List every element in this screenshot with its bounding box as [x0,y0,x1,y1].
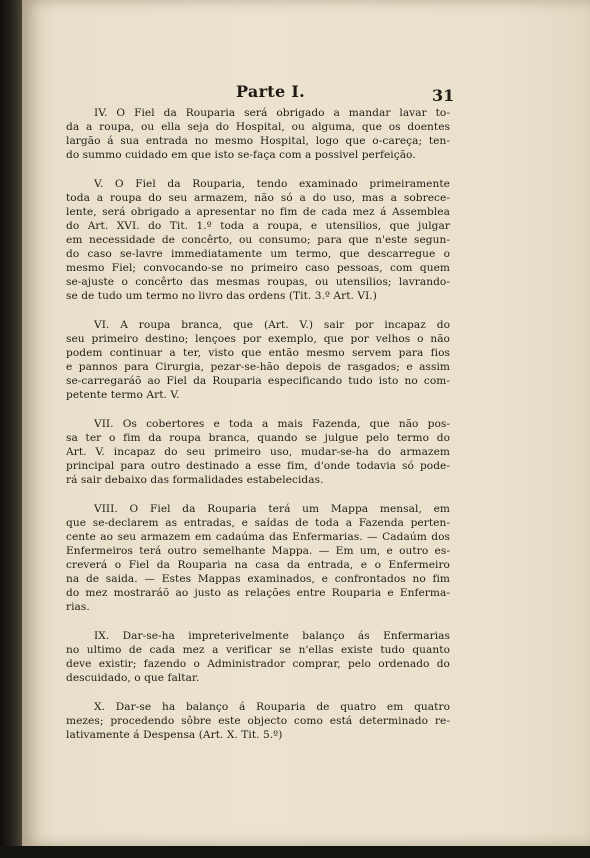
page-sheet [22,0,590,846]
text-line: da a roupa, ou ella seja do Hospital, ou alguma, que os doentes [66,121,450,133]
page-bottom-edge [0,846,590,858]
text-line: do summo cuidado em que isto se-faça com a possivel perfeição. [66,149,416,161]
text-line: X. Dar-se ha balanço á Rouparia de quatro em quatro [94,701,450,713]
text-line: VIII. O Fiel da Rouparia terá um Mappa mensal, em [94,503,450,515]
text-line: VI. A roupa branca, que (Art. V.) sair por incapaz do [94,319,450,331]
text-line: se-carregaráõ ao Fiel da Rouparia especificando tudo isto no com- [66,375,450,387]
paragraph [66,417,450,487]
text-line: petente termo Art. V. [66,389,180,401]
page-number: 31 [432,86,455,105]
running-head: Parte I. [236,82,305,101]
text-line: cente ao seu armazem em cadaúma das Enfermarias. — Cadaúm dos [66,531,450,543]
text-line: rá sair debaixo das formalidades estabelecidas. [66,474,324,486]
text-line: creverá o Fiel da Rouparia na casa da entrada, e o Enfermeiro [66,559,450,571]
text-line: V. O Fiel da Rouparia, tendo examinado primeiramente [94,178,450,190]
text-line: lente, será obrigado a apresentar no fim de cada mez á Assemblea [66,206,450,218]
text-line: largão á sua entrada no mesmo Hospital, logo que o-careça; ten- [66,135,450,147]
text-line: IX. Dar-se-ha impreterivelmente balanço ás Enfermarias [94,630,450,642]
text-line: rias. [66,601,90,613]
text-line: descuidado, o que faltar. [66,672,200,684]
text-line: no ultimo de cada mez a verificar se n'ellas existe tudo quanto [66,644,450,656]
text-line: sa ter o fim da roupa branca, quando se julgue pelo termo do [66,432,450,444]
paragraph [66,629,450,685]
paragraph [66,177,450,303]
text-line: IV. O Fiel da Rouparia será obrigado a mandar lavar to- [94,107,450,119]
text-line: seu primeiro destino; lençoes por exemplo, que por velhos o não [66,333,450,345]
text-line: se de tudo um termo no livro das ordens (Tit. 3.º Art. VI.) [66,290,377,302]
text-line: Art. V. incapaz do seu primeiro uso, mudar-se-ha do armazem [66,446,450,458]
text-line: principal para outro destinado a esse fim, d'onde todavia só pode- [66,460,450,472]
text-line: toda a roupa do seu armazem, não só a do uso, mas a sobrece- [66,192,450,204]
text-line: na de saida. — Estes Mappas examinados, e confrontados no fim [66,573,450,585]
text-line: mezes; procedendo sôbre este objecto como está determinado re- [66,715,450,727]
text-line: que se-declarem as entradas, e saídas de toda a Fazenda perten- [66,517,450,529]
text-line: do caso se-lavre immediatamente um termo, que descarregue o [66,248,450,260]
paragraph [66,502,450,614]
paragraph [66,700,450,742]
book-spine [0,0,22,858]
text-line: podem continuar a ter, visto que então mesmo servem para fios [66,347,450,359]
paragraph [66,318,450,402]
text-line: e pannos para Cirurgia, pezar-se-hão depois de rasgados; e assim [66,361,450,373]
text-line: VII. Os cobertores e toda a mais Fazenda, que não pos- [94,418,450,430]
text-line: do mez mostraráõ ao justo as relações entre Rouparia e Enferma- [66,587,450,599]
text-line: do Art. XVI. do Tit. 1.º toda a roupa, e utensilios, que julgar [66,220,450,232]
text-line: mesmo Fiel; convocando-se no primeiro caso pessoas, com quem [66,262,450,274]
text-line: em necessidade de concêrto, ou consumo; para que n'este segun- [66,234,450,246]
paragraph [66,106,450,162]
text-line: lativamente á Despensa (Art. X. Tit. 5.º) [66,729,283,741]
text-line: Enfermeiros terá outro semelhante Mappa. — Em um, e outro es- [66,545,450,557]
text-line: se-ajuste o concêrto das mesmas roupas, ou utensilios; lavrando- [66,276,450,288]
text-line: deve existir; fazendo o Administrador comprar, pelo ordenado do [66,658,450,670]
page-body [66,106,450,757]
